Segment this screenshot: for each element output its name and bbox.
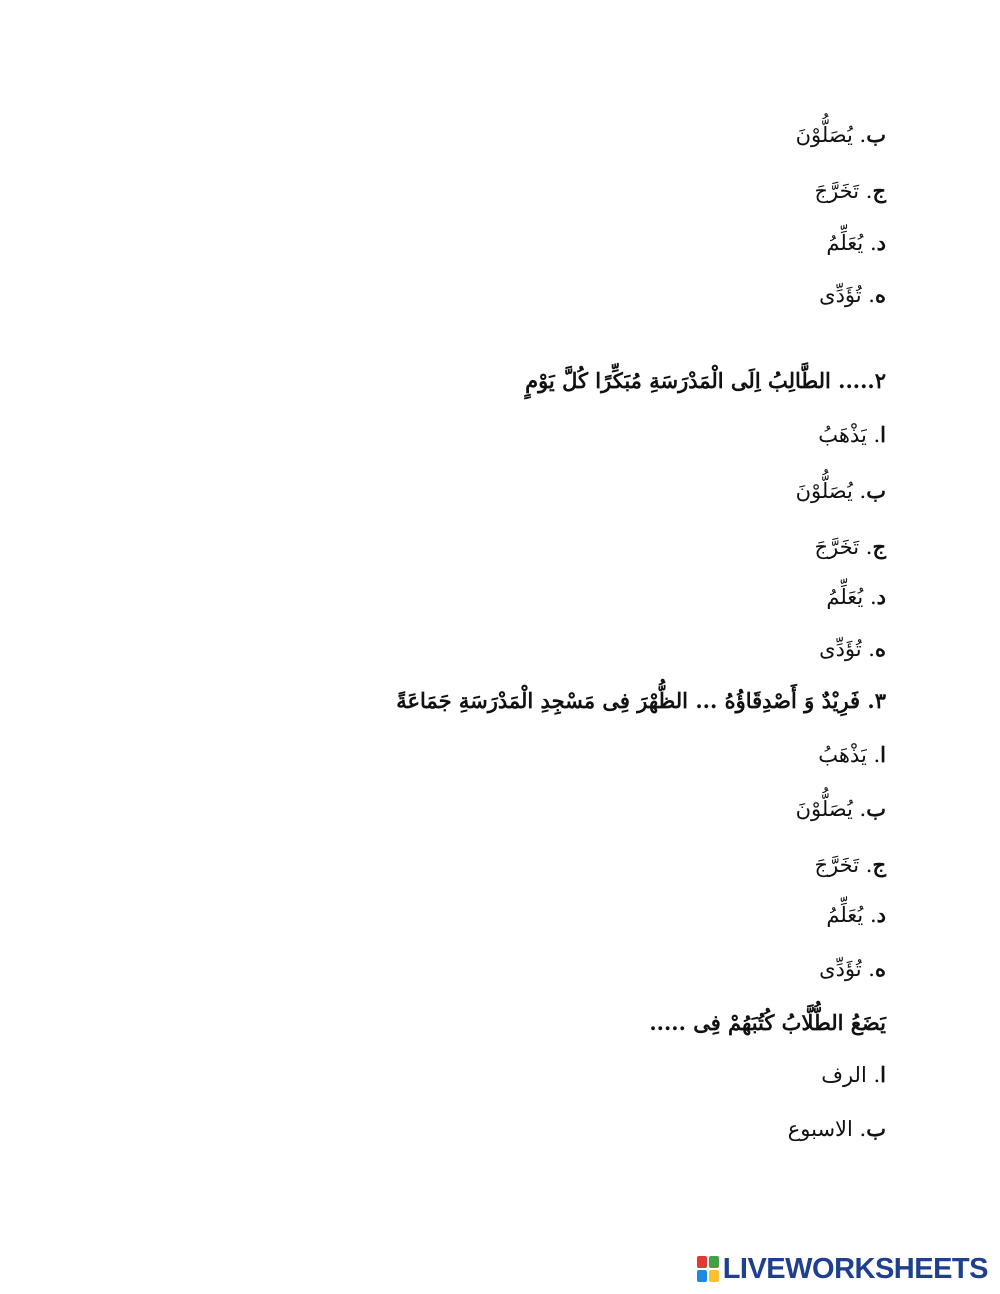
q1-option-d xyxy=(826,228,886,258)
q4-option-b xyxy=(788,1114,886,1144)
option-text: يَذْهَبُ xyxy=(818,423,867,447)
option-separator: . xyxy=(859,535,873,559)
logo-square-green xyxy=(709,1256,719,1268)
q3-option-h xyxy=(819,954,886,984)
q4-option-a xyxy=(821,1060,886,1090)
q3-option-b xyxy=(796,794,886,824)
option-separator: . xyxy=(859,853,873,877)
q2-option-a xyxy=(818,420,886,450)
option-separator: . xyxy=(852,1117,867,1141)
option-text: يُصَلُّوْنَ xyxy=(795,479,853,503)
option-letter: ب xyxy=(866,796,886,821)
option-separator: . xyxy=(859,179,873,203)
option-separator: . xyxy=(866,743,881,767)
question-3: ٣. فَرِيْدٌ وَ أَصْدِقَاؤُهُ ... الظُّهْرَ فِى مَسْجِدِ الْمَدْرَسَةِ جَمَاعَةً xyxy=(396,688,886,713)
option-letter: ب xyxy=(866,478,886,503)
option-separator: . xyxy=(861,283,875,307)
logo-square-yellow xyxy=(709,1270,719,1282)
q3-option-d xyxy=(826,900,886,930)
option-letter: ه xyxy=(874,282,886,307)
option-text: تَخَرَّجَ xyxy=(814,535,860,559)
option-letter: ا xyxy=(880,1062,886,1087)
option-letter: ج xyxy=(872,534,886,559)
q1-option-b xyxy=(796,120,886,150)
option-separator: . xyxy=(861,637,875,661)
option-text: الاسبوع xyxy=(787,1117,853,1141)
q3-option-a xyxy=(818,740,886,770)
q1-option-h xyxy=(819,280,886,310)
logo-square-blue xyxy=(697,1270,707,1282)
option-letter: د xyxy=(876,584,886,609)
option-text: تَخَرَّجَ xyxy=(814,179,860,203)
option-separator: . xyxy=(861,957,875,981)
liveworksheets-logo xyxy=(697,1252,988,1286)
option-text: يُعَلِّمُ xyxy=(826,903,864,927)
q1-option-j xyxy=(815,176,886,206)
option-separator: . xyxy=(866,1063,881,1087)
option-text: تُؤَدِّى xyxy=(819,637,862,661)
option-separator: . xyxy=(863,903,877,927)
q2-option-d xyxy=(826,582,886,612)
option-letter: ه xyxy=(874,636,886,661)
option-letter: ج xyxy=(872,178,886,203)
option-letter: د xyxy=(876,902,886,927)
option-text: تُؤَدِّى xyxy=(819,957,862,981)
option-letter: ا xyxy=(880,422,886,447)
option-letter: ا xyxy=(880,742,886,767)
option-text: تَخَرَّجَ xyxy=(814,853,860,877)
option-letter: د xyxy=(876,230,886,255)
option-separator: . xyxy=(852,123,867,147)
option-text: يُصَلُّوْنَ xyxy=(795,123,853,147)
option-letter: ه xyxy=(874,956,886,981)
option-letter: ب xyxy=(866,1116,886,1141)
option-text: الرف xyxy=(821,1063,867,1087)
option-text: تُؤَدِّى xyxy=(819,283,862,307)
q3-option-j xyxy=(815,850,886,880)
liveworksheets-logo-icon xyxy=(697,1256,719,1282)
option-text: يُعَلِّمُ xyxy=(826,231,864,255)
option-letter: ج xyxy=(872,852,886,877)
question-4: يَضَعُ الطُّلَّابُ كُتُبَهُمْ فِى ..... xyxy=(649,1010,886,1035)
option-separator: . xyxy=(852,479,867,503)
option-separator: . xyxy=(863,585,877,609)
option-text: يَذْهَبُ xyxy=(818,743,867,767)
question-2: ٢..... الطَّالِبُ اِلَى الْمَدْرَسَةِ مُبَكِّرًا كُلَّ يَوْمٍ xyxy=(525,368,886,393)
brand-name: LIVEWORKSHEETS xyxy=(722,1252,988,1285)
q2-option-j xyxy=(815,532,886,562)
option-text: يُصَلُّوْنَ xyxy=(795,797,853,821)
q2-option-h xyxy=(819,634,886,664)
logo-square-red xyxy=(697,1256,707,1268)
option-separator: . xyxy=(852,797,867,821)
option-text: يُعَلِّمُ xyxy=(826,585,864,609)
q2-option-b xyxy=(796,476,886,506)
option-separator: . xyxy=(866,423,881,447)
option-letter: ب xyxy=(866,122,886,147)
option-separator: . xyxy=(863,231,877,255)
